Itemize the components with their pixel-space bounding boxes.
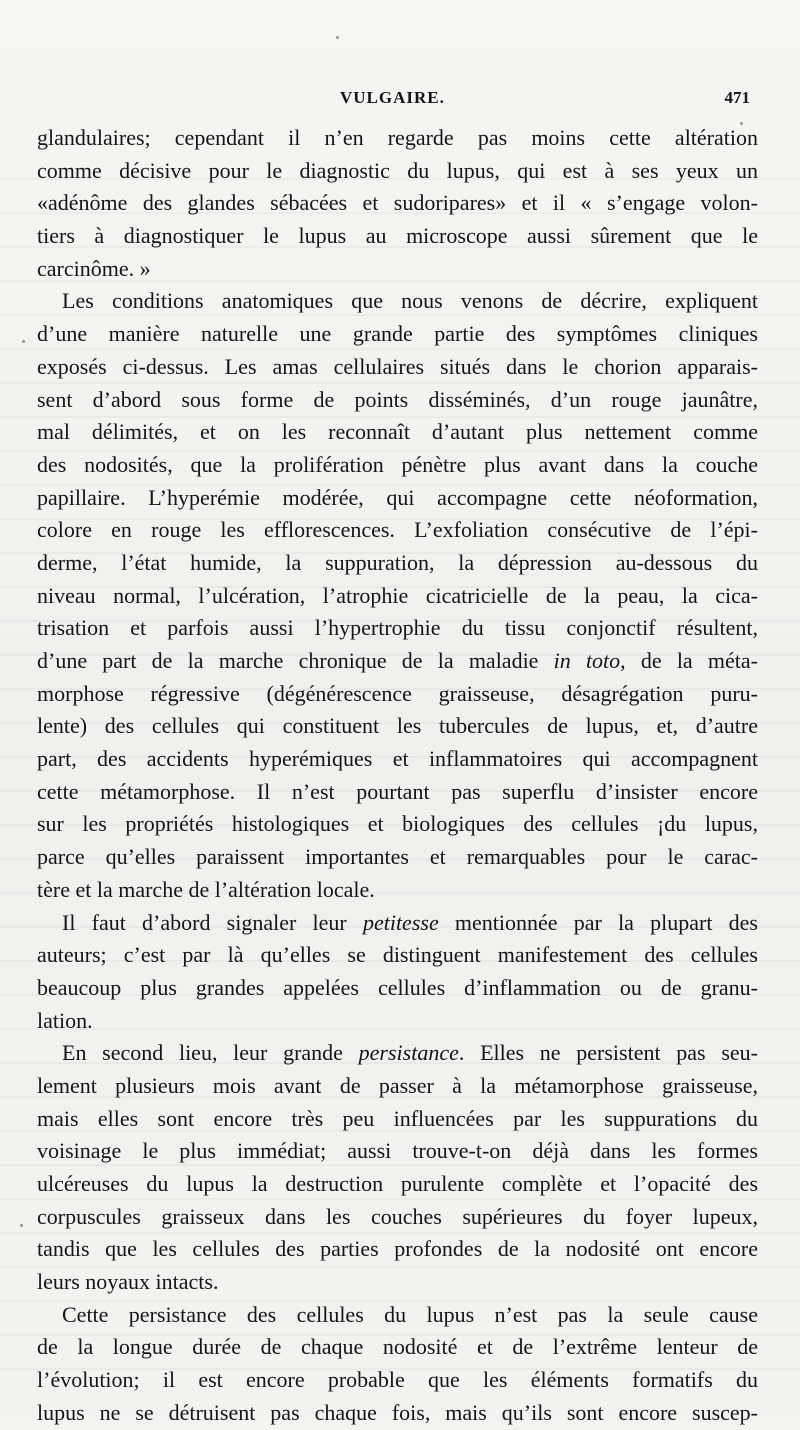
text-line: lation. <box>37 1007 93 1033</box>
ink-speck <box>20 1224 23 1227</box>
text-line: glandulaires; cependant il n’en regarde pas moins cette altération <box>37 125 758 150</box>
paragraph <box>37 1037 758 1299</box>
text-line: Cette persistance des cellules du lupus n’est pas la seule cause <box>62 1301 758 1327</box>
ink-speck <box>336 36 339 39</box>
text-line: lement plusieurs mois avant de passer à la métamorphose graisseuse, <box>37 1072 758 1098</box>
text-line: sent d’abord sous forme de points disséminés, d’un rouge jaunâtre, <box>37 386 758 412</box>
text-line: cette métamorphose. Il n’est pourtant pas superflu d’insister encore <box>37 778 758 804</box>
text-line: l’évolution; il est encore probable que les éléments formatifs du <box>37 1367 758 1393</box>
text-line: derme, l’état humide, la suppuration, la dépression au-dessous du <box>37 549 758 575</box>
ink-speck <box>22 340 25 343</box>
page-number: 471 <box>724 88 750 107</box>
body-text <box>37 122 758 1430</box>
text-line: parce qu’elles paraissent importantes et remarquables pour le carac- <box>37 844 758 870</box>
text-line: tandis que les cellules des parties profondes de la nodosité ont encore <box>37 1236 758 1262</box>
text-line: voisinage le plus immédiat; aussi trouve-t-on déjà dans les formes <box>37 1138 758 1164</box>
text-line: Les conditions anatomiques que nous venons de décrire, expliquent <box>62 288 758 314</box>
page-header <box>0 88 800 112</box>
text-line: comme décisive pour le diagnostic du lupus, qui est à ses yeux un <box>37 157 758 183</box>
text-line: leurs noyaux intacts. <box>37 1269 219 1295</box>
text-line: d’une manière naturelle une grande partie des symptômes cliniques <box>37 321 758 347</box>
emphasis: in toto <box>553 648 621 673</box>
paragraph <box>37 907 758 1038</box>
text-line: Il faut d’abord signaler leur petitesse mentionnée par la plupart des <box>62 909 758 935</box>
text-line: beaucoup plus grandes appelées cellules d’inflammation ou de granu- <box>37 974 758 1000</box>
text-line: de la longue durée de chaque nodosité et de l’extrême lenteur de <box>37 1334 758 1360</box>
text-line: trisation et parfois aussi l’hypertrophie du tissu conjonctif résultent, <box>37 615 758 641</box>
text-line: «adénôme des glandes sébacées et sudoripares» et il « s’engage volon- <box>37 190 758 216</box>
text-line: mais elles sont encore très peu influencées par les suppurations du <box>37 1105 758 1131</box>
emphasis: persistance <box>358 1040 459 1066</box>
text-line: morphose régressive (dégénérescence graisseuse, désagrégation puru- <box>37 680 758 706</box>
emphasis: petitesse <box>362 909 439 935</box>
paragraph <box>37 285 758 906</box>
text-line: auteurs; c’est par là qu’elles se distinguent manifestement des cellules <box>37 942 758 968</box>
text-line: mal délimités, et on les reconnaît d’autant plus nettement comme <box>37 419 758 445</box>
text-line: part, des accidents hyperémiques et inflammatoires qui accompagnent <box>37 746 758 772</box>
text-line: tère et la marche de l’altération locale. <box>37 876 375 902</box>
text-line: papillaire. L’hyperémie modérée, qui accompagne cette néoformation, <box>37 484 758 510</box>
text-line: lupus ne se détruisent pas chaque fois, mais qu’ils sont encore suscep- <box>37 1399 758 1425</box>
text-line: ulcéreuses du lupus la destruction purulente complète et l’opacité des <box>37 1171 758 1196</box>
text-line: tiers à diagnostiquer le lupus au microscope aussi sûrement que le <box>37 223 758 249</box>
text-line: exposés ci-dessus. Les amas cellulaires situés dans le chorion apparais- <box>37 353 758 379</box>
paragraph <box>37 122 758 285</box>
text-line: niveau normal, l’ulcération, l’atrophie cicatricielle de la peau, la cica- <box>37 582 758 608</box>
text-line: sur les propriétés histologiques et biologiques des cellules ¡du lupus, <box>37 811 758 837</box>
text-line: En second lieu, leur grande persistance. Elles ne persistent pas seu- <box>62 1040 758 1066</box>
text-line: colore en rouge les efflorescences. L’exfoliation consécutive de l’épi- <box>37 517 758 543</box>
text-line: lente) des cellules qui constituent les tubercules de lupus, et, d’autre <box>37 713 758 739</box>
text-line: corpuscules graisseux dans les couches supérieures du foyer lupeux, <box>37 1203 758 1229</box>
text-line: d’une part de la marche chronique de la maladie in toto, de la méta- <box>37 648 758 673</box>
text-line: des nodosités, que la prolifération pénètre plus avant dans la couche <box>37 451 758 477</box>
text-line: carcinôme. » <box>37 255 151 281</box>
running-title: VULGAIRE. <box>340 88 445 107</box>
